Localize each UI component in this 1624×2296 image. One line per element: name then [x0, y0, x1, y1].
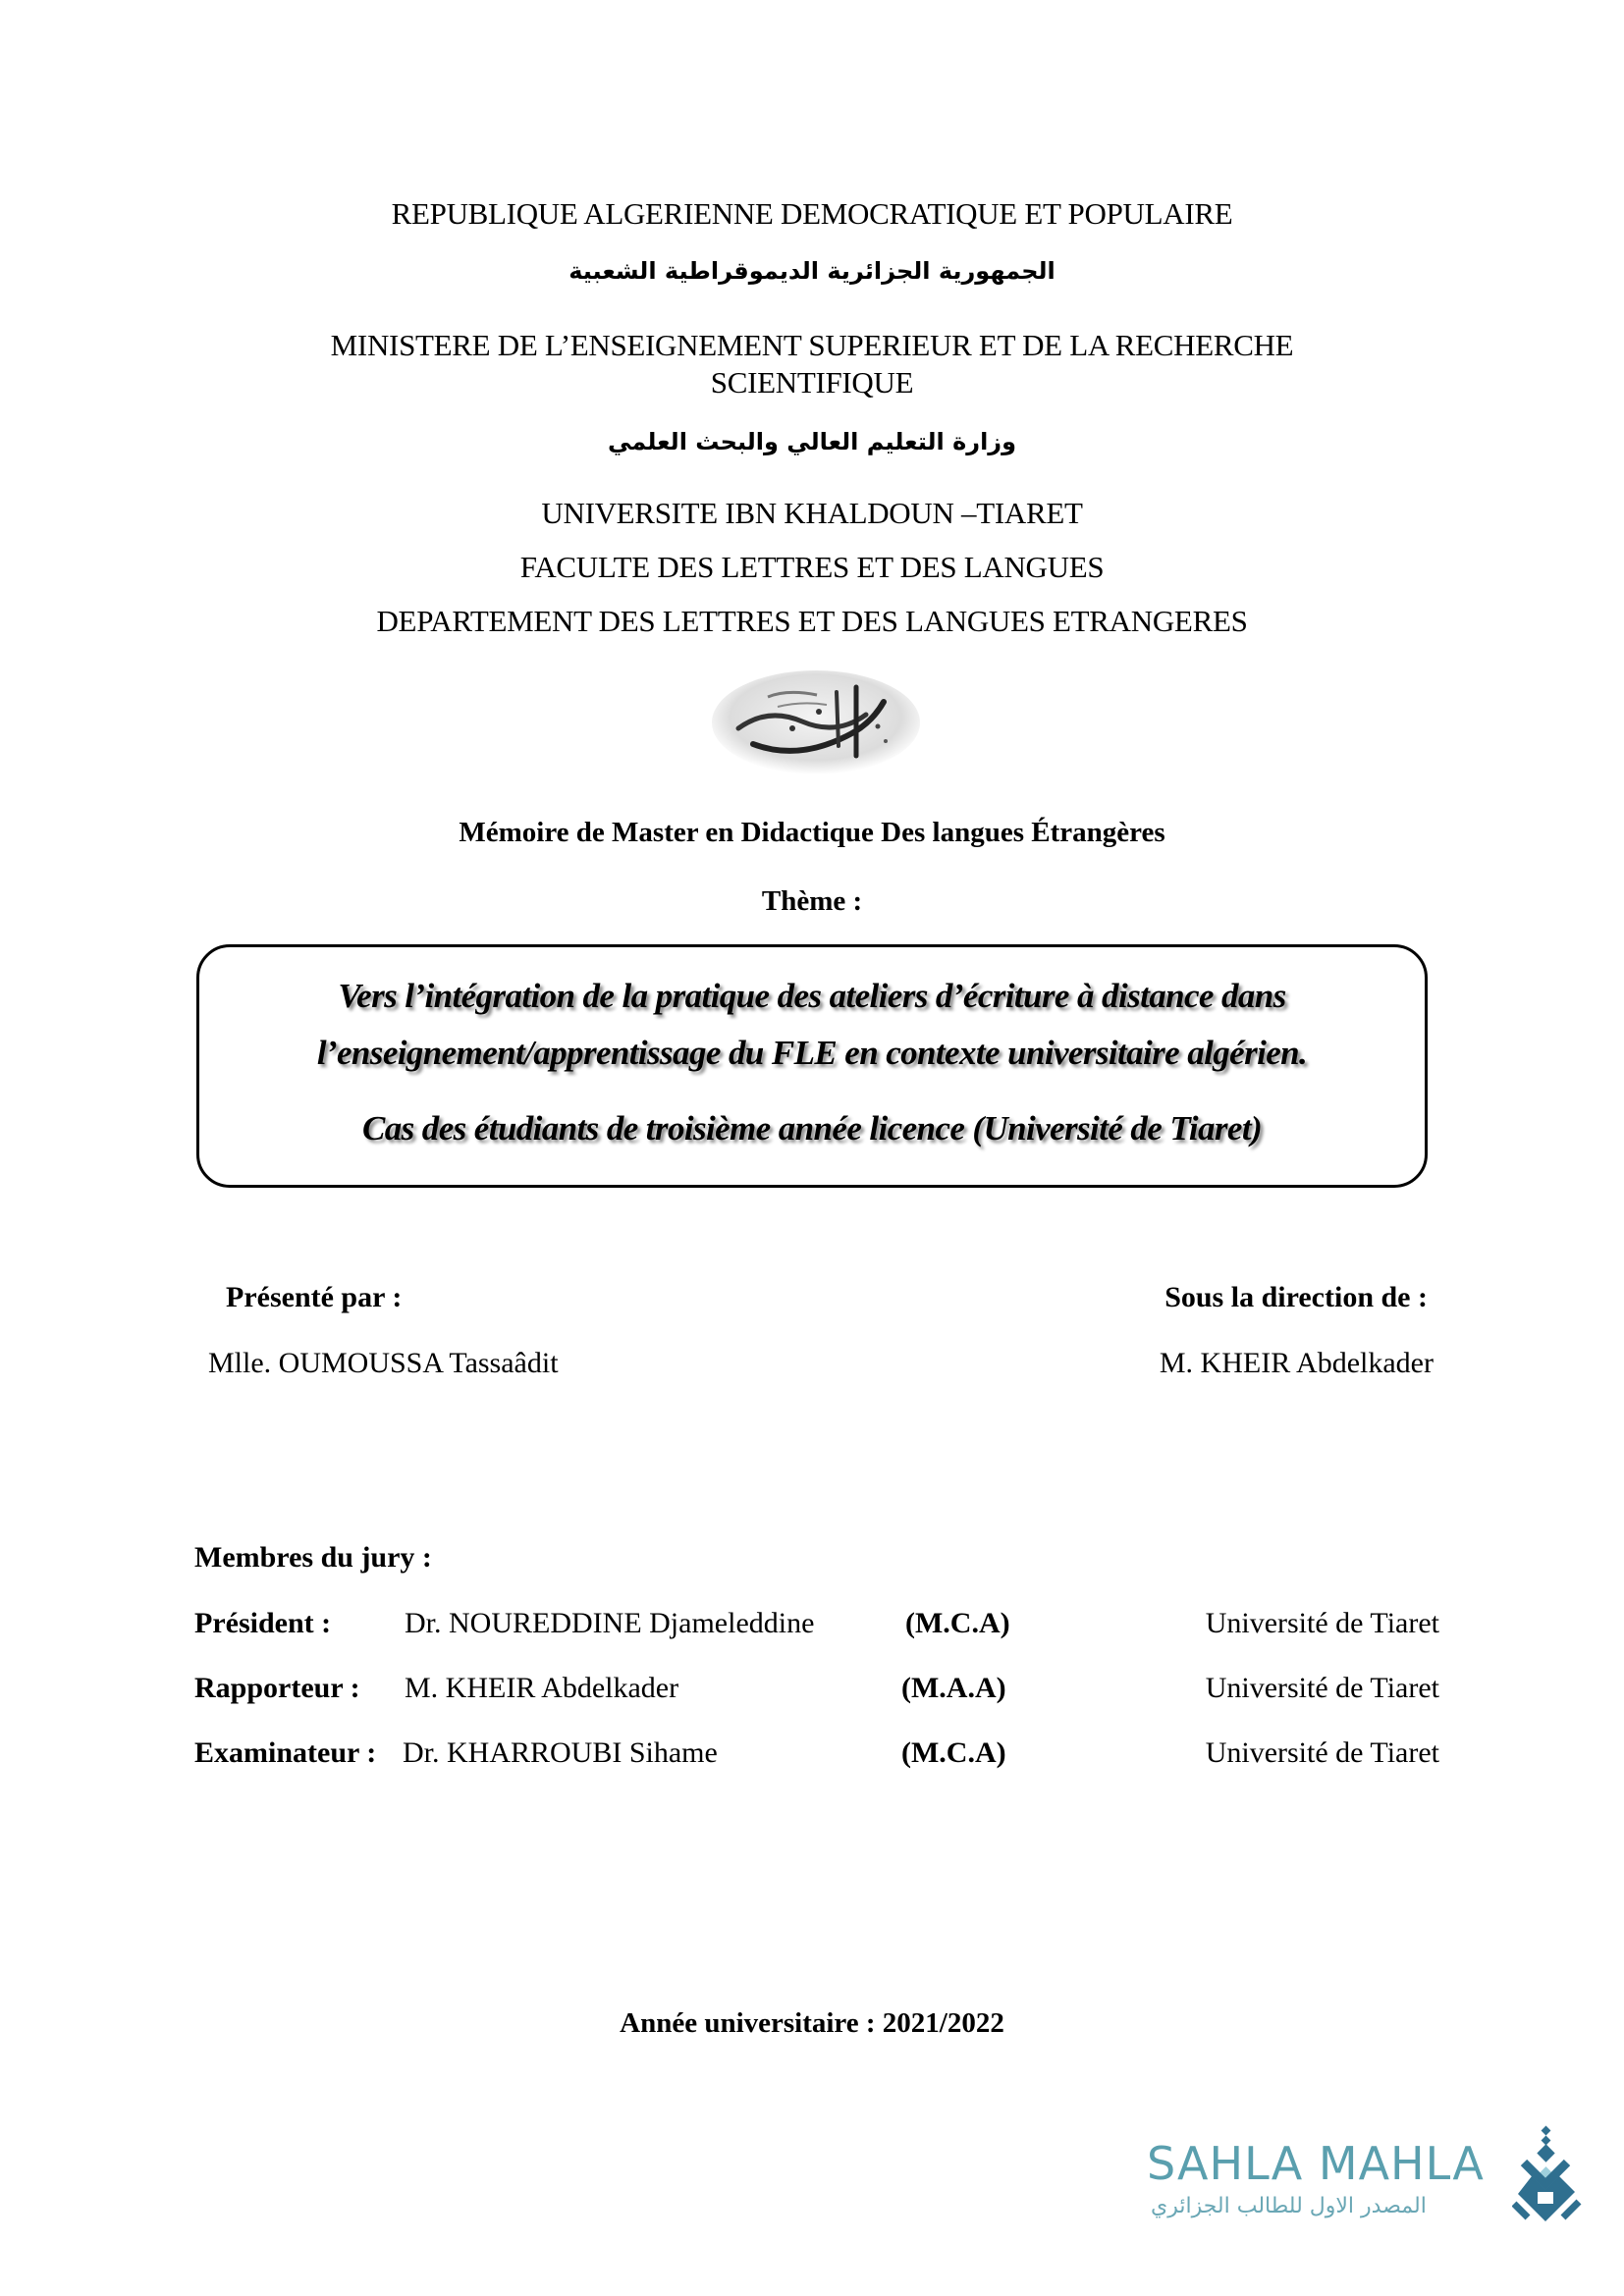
- theme-label: Thème :: [761, 885, 863, 917]
- jury-title: Membres du jury :: [194, 1541, 432, 1574]
- jury-institution: Université de Tiaret: [1205, 1736, 1439, 1769]
- jury-role: Président :: [194, 1607, 332, 1639]
- presented-by-label: Présenté par :: [226, 1281, 403, 1313]
- department-name: DEPARTEMENT DES LETTRES ET DES LANGUES ETRANGERES: [376, 604, 1248, 638]
- supervisor-name: M. KHEIR Abdelkader: [1159, 1347, 1434, 1379]
- jury-member-name: M. KHEIR Abdelkader: [405, 1672, 679, 1704]
- watermark-title: SAHLA MAHLA: [1147, 2137, 1485, 2190]
- jury-member-name: Dr. KHARROUBI Sihame: [403, 1736, 718, 1769]
- republic-title-fr: REPUBLIQUE ALGERIENNE DEMOCRATIQUE ET POPULAIRE: [391, 196, 1233, 231]
- jury-member-name: Dr. NOUREDDINE Djameleddine: [405, 1607, 815, 1639]
- degree-title: Mémoire de Master en Didactique Des langues Étrangères: [459, 817, 1165, 848]
- theme-title-line1: Vers l’intégration de la pratique des ateliers d’écriture à distance dans: [338, 977, 1286, 1015]
- jury-grade: (M.C.A): [901, 1736, 1006, 1769]
- watermark-subtitle: المصدر الاول للطالب الجزائري: [1151, 2194, 1427, 2218]
- jury-institution: Université de Tiaret: [1205, 1607, 1439, 1639]
- theme-title-line2: l’enseignement/apprentissage du FLE en contexte universitaire algérien.: [316, 1034, 1308, 1072]
- jury-role: Rapporteur :: [194, 1672, 360, 1704]
- ministry-title-fr-line2: SCIENTIFIQUE: [710, 365, 914, 400]
- jury-row-president: [0, 1607, 1624, 1646]
- ministry-title-fr-line1: MINISTERE DE L’ENSEIGNEMENT SUPERIEUR ET DE LA RECHERCHE: [330, 328, 1294, 362]
- jury-role: Examinateur :: [194, 1736, 377, 1769]
- jury-row-rapporteur: [0, 1672, 1624, 1711]
- republic-title-ar: الجمهورية الجزائرية الديموقراطية الشعبية: [568, 257, 1056, 285]
- sahla-mahla-watermark: [1129, 2125, 1591, 2233]
- ministry-title-ar: وزارة التعليم العالي والبحث العلمي: [607, 428, 1017, 455]
- university-seal-icon: [709, 667, 923, 777]
- theme-box: [196, 944, 1428, 1188]
- faculty-name: FACULTE DES LETTRES ET DES LANGUES: [519, 550, 1105, 584]
- jury-institution: Université de Tiaret: [1205, 1672, 1439, 1704]
- university-name: UNIVERSITE IBN KHALDOUN –TIARET: [541, 496, 1083, 530]
- supervisor-label: Sous la direction de :: [1164, 1281, 1428, 1313]
- jury-grade: (M.A.A): [901, 1672, 1006, 1704]
- jury-grade: (M.C.A): [905, 1607, 1010, 1639]
- author-name: Mlle. OUMOUSSA Tassaâdit: [208, 1347, 559, 1379]
- jury-row-examinateur: [0, 1736, 1624, 1776]
- academic-year: Année universitaire : 2021/2022: [620, 2007, 1004, 2039]
- theme-subtitle: Cas des étudiants de troisième année licence (Université de Tiaret): [361, 1109, 1262, 1148]
- sahla-mahla-emblem-icon: [1512, 2125, 1586, 2233]
